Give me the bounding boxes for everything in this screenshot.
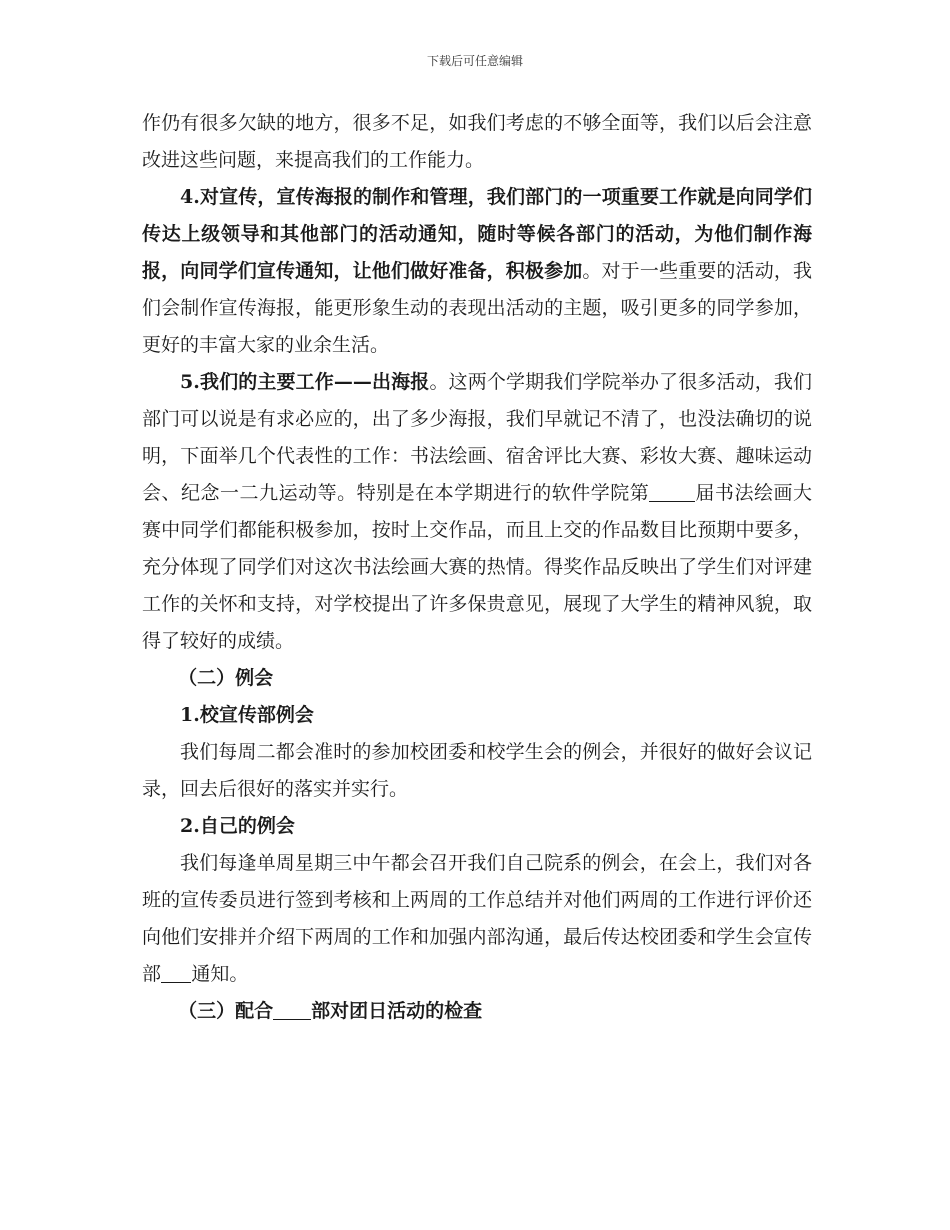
item-4-bold-text: 4.对宣传，宣传海报的制作和管理，我们部门的一项重要工作就是向同学们传达上级领导和其他部门的活动通知，随时等候各部门的活动，为他们制作海报，向同学们宣传通知，让他们做好准备，积极参加 <box>142 186 812 282</box>
section-3-text-b: 部对团日活动的检查 <box>311 1000 483 1022</box>
document-body <box>142 105 812 1030</box>
fill-in-blank <box>273 999 311 1020</box>
subsection-text-1: 我们每周二都会准时的参加校团委和校学生会的例会，并很好的做好会议记录，回去后很好的落实并实行。 <box>142 741 812 800</box>
paragraph-item-4 <box>142 179 812 364</box>
item-5-bold-text: 5.我们的主要工作——出海报 <box>180 371 430 393</box>
section-heading-3 <box>142 993 812 1030</box>
subsection-title-1: 1.校宣传部例会 <box>180 704 314 726</box>
paragraph-continued: 作仍有很多欠缺的地方，很多不足，如我们考虑的不够全面等，我们以后会注意改进这些问题，来提高我们的工作能力。 <box>142 112 812 171</box>
paragraph-item-5 <box>142 364 812 660</box>
page-header: 下载后可任意编辑 <box>426 54 523 68</box>
subsection-text-2b: 通知。 <box>191 963 249 985</box>
subsection-text-2a: 我们每逢单周星期三中午都会召开我们自己院系的例会，在会上，我们对各班的宣传委员进行签到考核和上两周的工作总结并对他们两周的工作进行评价还向他们安排并介绍下两周的工作和加强内部沟通，最后传达校团委和学生会宣传部 <box>142 852 812 985</box>
section-heading-2: （二）例会 <box>178 667 274 689</box>
subsection-text-2 <box>142 845 812 993</box>
section-3-text-a: （三）配合 <box>178 1000 274 1022</box>
subsection-title-2: 2.自己的例会 <box>180 815 295 837</box>
fill-in-blank <box>649 481 695 502</box>
item-4-text: 。对于一些重要的活动，我们会制作宣传海报，能更形象生动的表现出活动的主题，吸引更多的同学参加，更好的丰富大家的业余生活。 <box>142 260 812 356</box>
item-5-text-a: 。这两个学期我们学院举办了很多活动，我们部门可以说是有求必应的，出了多少海报，我们早就记不清了，也没法确切的说明，下面举几个代表性的工作：书法绘画、宿舍评比大赛、彩妆大赛、趣味运动会、纪念一二九运动等。特别是在本学期进行的软件学院第 <box>142 371 812 504</box>
fill-in-blank <box>161 962 191 983</box>
item-5-text-b: 届书法绘画大赛中同学们都能积极参加，按时上交作品，而且上交的作品数目比预期中要多，充分体现了同学们对这次书法绘画大赛的热情。得奖作品反映出了学生们对评建工作的关怀和支持，对学校提出了许多保贵意见，展现了大学生的精神风貌，取得了较好的成绩。 <box>142 482 812 652</box>
